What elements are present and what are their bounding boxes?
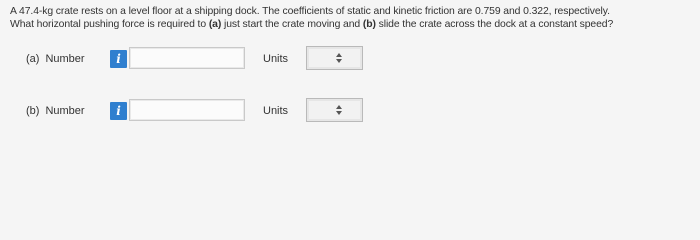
part-b-tag: (b) <box>26 105 40 117</box>
part-a-tag: (a) <box>26 53 40 65</box>
part-label-b <box>26 105 85 117</box>
question-line-2-end: slide the crate across the dock at a constant speed? <box>375 19 614 30</box>
question-line-2-middle: just start the crate moving and <box>221 19 363 30</box>
number-input-b[interactable] <box>129 99 245 121</box>
units-label-a: Units <box>263 53 289 65</box>
up-down-arrows-icon <box>335 52 343 64</box>
units-label-b: Units <box>263 105 289 117</box>
number-label-b: Number <box>45 105 85 117</box>
question-line-2-start: What horizontal pushing force is required to <box>10 19 209 30</box>
info-icon[interactable]: i <box>110 102 127 120</box>
question-text <box>10 5 694 31</box>
question-line-2 <box>10 18 694 31</box>
part-b-reference: (b) <box>362 19 376 30</box>
question-line-1: A 47.4-kg crate rests on a level floor at a shipping dock. The coefficients of static and kinetic friction are 0.759 and 0.322, respectively. <box>10 6 610 17</box>
part-a-reference: (a) <box>208 19 222 30</box>
up-down-arrows-icon <box>335 104 343 116</box>
units-select-a[interactable] <box>306 46 363 70</box>
info-icon[interactable]: i <box>110 50 127 68</box>
number-input-a[interactable] <box>129 47 245 69</box>
part-label-a <box>26 53 85 65</box>
units-select-b[interactable] <box>306 98 363 122</box>
number-label-a: Number <box>45 53 85 65</box>
